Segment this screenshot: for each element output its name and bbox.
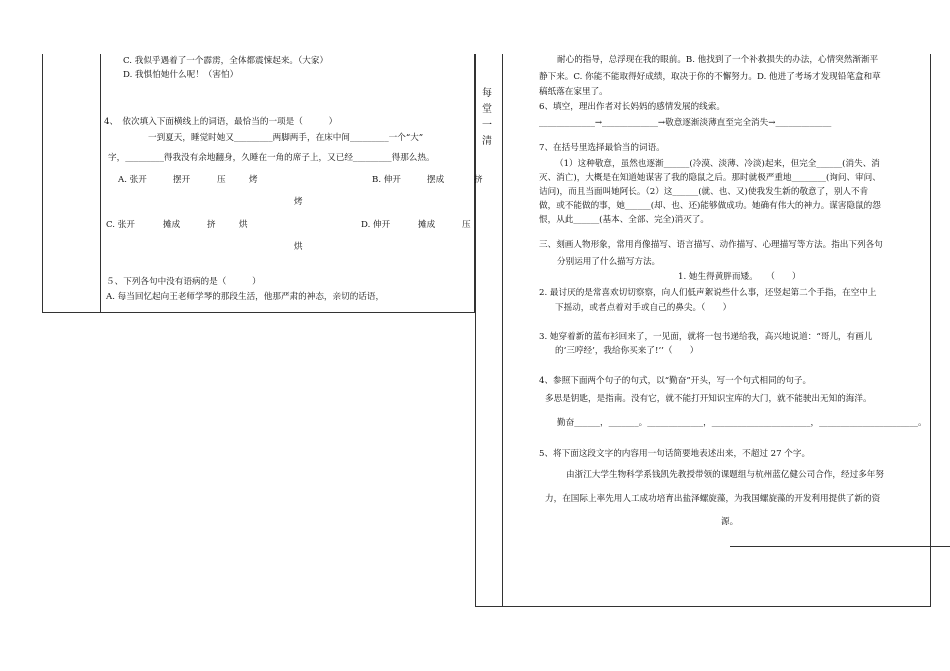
question-7-line-1: （1）这种敬意，虽然也逐渐______(冷漠、淡薄、冷淡)起来，但完全______(消失、消	[555, 159, 880, 169]
question-4r-title: 4、参照下面两个句子的句式，以“勤奋”开头，写一个句式相同的句子。	[539, 376, 812, 386]
section-3-sentence-2a: 2. 最讨厌的是常喜欢切切察察，向人们低声絮说些什么事，还竖起第二个手指，在空中上	[539, 288, 877, 298]
q4-option-b-3: 挤	[474, 175, 483, 185]
q4-option-c-3: 挤	[207, 220, 216, 230]
option-d: D. 我惧怕她什么呢！（害怕）	[123, 70, 239, 80]
sidebar-char: 堂	[482, 104, 492, 115]
section-3-sentence-1: 1. 她生得黄胖而矮。 （ ）	[678, 272, 801, 282]
question-6-title: 6、填空，理出作者对长妈妈的感情发展的线索。	[539, 102, 725, 112]
q4-option-b-2: 摆成	[427, 175, 445, 185]
question-6-answer-line: _____________→_____________→敬意逐渐淡薄直至完全消失→_____________	[539, 118, 832, 128]
section-3-sentence-2b: 下摇动，或者点着对手或自己的鼻尖。（ ）	[555, 303, 732, 313]
question-5-title: ５、下列各句中没有语病的是（ ）	[106, 277, 261, 287]
question-5r-line-3: 源。	[721, 517, 739, 527]
section-3-line-1: 三、刻画人物形象，常用肖像描写、语言描写、动作描写、心理描写等方法。指出下列各句	[539, 240, 883, 250]
q4-option-a-3: 压	[217, 175, 226, 185]
q4-option-a-2: 摆开	[173, 175, 191, 185]
q4-option-d-3: 压	[462, 220, 471, 230]
carryover-line-1: 耐心的指导，总浮现在我的眼前。B. 他找到了一个补救损失的办法，心情突然渐渐平	[557, 55, 879, 65]
section-3-sentence-3b: 的‘三哼经’，我给你买来了!’’（ ）	[555, 346, 699, 356]
sidebar-char: 每	[482, 88, 492, 99]
question-7-line-4: 做，或不能做的事，她______(却、也、还)能够做成功。她确有伟大的神力。谋害隐鼠的怨	[539, 201, 881, 211]
q4-option-c-1: C. 张开	[106, 220, 135, 230]
question-4-line-1: 一到夏天，睡觉时她又_________两脚两手，在床中间_________一个“大”	[148, 133, 424, 143]
left-table-bottom-border	[42, 312, 475, 313]
question-4-line-2: 字，_________得我没有余地翻身，久睡在一角的席子上，又已经_________得那么热。	[108, 153, 435, 163]
q4-option-d-1: D. 伸开	[361, 220, 391, 230]
q4-option-a-4: 烤	[249, 175, 258, 185]
question-5-option-a: A. 每当回忆起向王老师学琴的那段生活，他那严肃的神态，亲切的话语，	[106, 292, 385, 302]
sidebar-label	[479, 86, 495, 150]
right-table-bottom-border	[475, 606, 931, 607]
question-5r-line-2: 力，在国际上率先用人工成功培育出盐泽螺旋藻，为我国螺旋藻的开发利用提供了新的资	[545, 494, 881, 504]
question-4r-blanks: 勤奋______，_______。_____________，_______________________，_______________________。	[557, 418, 927, 428]
q4-option-d-2: 摊成	[418, 220, 436, 230]
q4-option-b-tail: 烤	[294, 197, 303, 207]
q4-option-c-4: 烘	[239, 220, 248, 230]
q4-option-d-tail: 烘	[294, 242, 303, 252]
left-table-border-left	[42, 54, 43, 312]
q4-option-c-2: 摊成	[163, 220, 181, 230]
question-4r-example: 多思是钥匙，是指南。没有它，就不能打开知识宝库的大门，就不能驶出无知的海洋。	[545, 394, 872, 404]
q4-option-a-1: A. 张开	[118, 175, 147, 185]
question-4-title: 4、 依次填入下面横线上的词语，最恰当的一项是（ ）	[104, 117, 338, 127]
section-3-sentence-3a: 3. 她穿着新的蓝布衫回来了，一见面，就将一包书递给我，高兴地说道：“哥儿，有画儿	[539, 332, 873, 342]
section-3-line-2: 分别运用了什么描写方法。	[557, 257, 661, 267]
question-7-line-2: 灭、消亡)，大概是在知道她谋害了我的隐鼠之后。那时就极严重地________(询问、审问、	[539, 173, 881, 183]
right-table-border-left	[475, 54, 476, 606]
option-c: C. 我似乎遇着了一个霹雳，全体都震悚起来。（大家）	[123, 56, 329, 66]
carryover-line-3: 稿纸落在家里了。	[539, 87, 608, 97]
question-5r-title: 5、将下面这段文字的内容用一句话简要地表述出来，不超过 27 个字。	[539, 449, 811, 459]
left-table-divider	[100, 54, 101, 312]
question-5r-line-1: 由浙江大学生物科学系钱凯先教授带领的课题组与杭州蓝亿健公司合作，经过多年努	[566, 470, 884, 480]
question-7-line-5: 恨，从此______(基本、全部、完全)消灭了。	[539, 215, 709, 225]
answer-line	[730, 546, 950, 547]
sidebar-char: 清	[482, 136, 492, 147]
question-7-line-3: 诘问)，而且当面叫她阿长。（2）这______(就、也、又)使我发生新的敬意了，别人不肯	[539, 187, 869, 197]
right-table-divider	[502, 54, 503, 606]
question-7-title: 7、在括号里选择最恰当的词语。	[539, 143, 665, 153]
carryover-line-2: 静下来。C. 你能不能取得好成绩，取决于你的不懈努力。D. 他进了考场才发现铅笔盒和草	[539, 72, 881, 82]
sidebar-char: 一	[482, 120, 492, 131]
right-table-border-right	[930, 54, 931, 606]
q4-option-b-1: B. 伸开	[372, 175, 401, 185]
